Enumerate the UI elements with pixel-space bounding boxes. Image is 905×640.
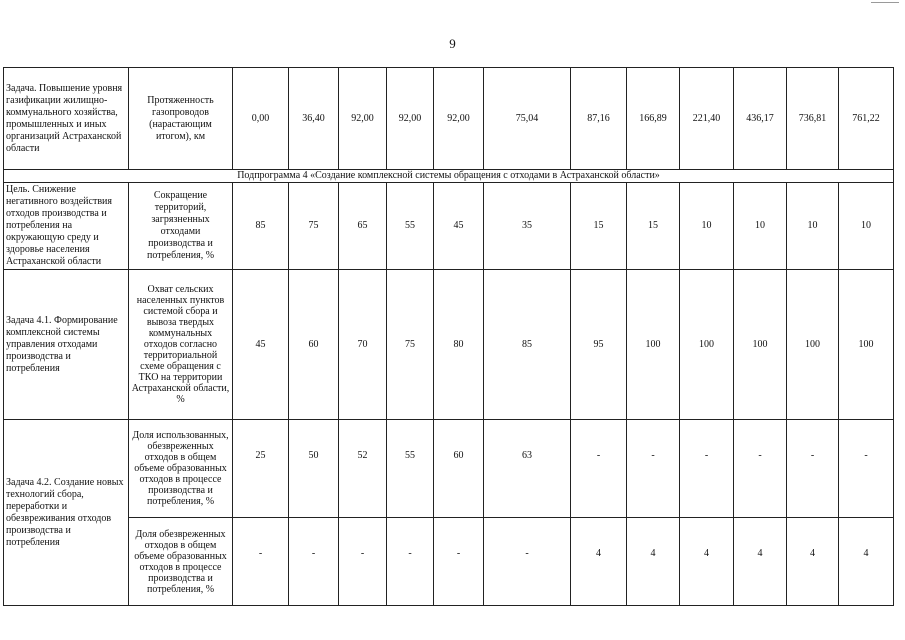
value-cell: - [571, 420, 627, 518]
row-label: Цель. Снижение негативного воздействия отходов производства и потребления на окружающую среду и здоровье населения Астраханской области [4, 183, 129, 270]
value-cell: 35 [484, 183, 571, 270]
indicator-cell: Сокращение территорий, загрязненных отходами производства и потребления, % [129, 183, 233, 270]
value-cell: 55 [387, 420, 434, 518]
value-cell: 100 [839, 270, 894, 420]
value-cell: 15 [571, 183, 627, 270]
value-cell: 80 [434, 270, 484, 420]
value-cell: 4 [839, 518, 894, 606]
value-cell: 100 [787, 270, 839, 420]
value-cell: 70 [339, 270, 387, 420]
value-cell: 761,22 [839, 68, 894, 170]
value-cell: 60 [289, 270, 339, 420]
value-cell: - [839, 420, 894, 518]
value-cell: 4 [680, 518, 734, 606]
value-cell: - [387, 518, 434, 606]
value-cell: 736,81 [787, 68, 839, 170]
value-cell: 221,40 [680, 68, 734, 170]
value-cell: 75 [387, 270, 434, 420]
value-cell: - [434, 518, 484, 606]
value-cell: 65 [339, 183, 387, 270]
value-cell: 436,17 [734, 68, 787, 170]
value-cell: 100 [627, 270, 680, 420]
indicator-cell: Протяженность газопроводов (нарастающим итогом), км [129, 68, 233, 170]
indicator-cell: Охват сельских населенных пунктов системой сбора и вывоза твердых коммунальных отходов согласно территориальной схеме обращения с ТКО на территории Астраханской области, % [129, 270, 233, 420]
table-row-goal [4, 183, 894, 270]
value-cell: 25 [233, 420, 289, 518]
row-label: Задача. Повышение уровня газификации жилищно-коммунального хозяйства, промышленных и иных организаций Астраханской области [4, 68, 129, 170]
value-cell: 10 [787, 183, 839, 270]
subprogram-title: Подпрограмма 4 «Создание комплексной системы обращения с отходами в Астраханской области» [4, 170, 894, 183]
corner-scan-mark [871, 0, 899, 3]
value-cell: 85 [484, 270, 571, 420]
value-cell: 0,00 [233, 68, 289, 170]
value-cell: 4 [571, 518, 627, 606]
indicator-cell: Доля обезвреженных отходов в общем объеме образованных отходов в процессе производства и потребления, % [129, 518, 233, 606]
value-cell: 10 [734, 183, 787, 270]
value-cell: 85 [233, 183, 289, 270]
value-cell: 15 [627, 183, 680, 270]
value-cell: 4 [787, 518, 839, 606]
value-cell: 45 [233, 270, 289, 420]
value-cell: - [289, 518, 339, 606]
value-cell: - [484, 518, 571, 606]
value-cell: 4 [734, 518, 787, 606]
value-cell: 50 [289, 420, 339, 518]
value-cell: 87,16 [571, 68, 627, 170]
value-cell: - [787, 420, 839, 518]
value-cell: 45 [434, 183, 484, 270]
table-row-gasification [4, 68, 894, 170]
value-cell: 100 [680, 270, 734, 420]
value-cell: 4 [627, 518, 680, 606]
value-cell: 63 [484, 420, 571, 518]
subprogram-header-row [4, 170, 894, 183]
value-cell: 100 [734, 270, 787, 420]
value-cell: 75 [289, 183, 339, 270]
value-cell: 75,04 [484, 68, 571, 170]
value-cell: 166,89 [627, 68, 680, 170]
value-cell: 92,00 [434, 68, 484, 170]
value-cell: 52 [339, 420, 387, 518]
value-cell: 10 [680, 183, 734, 270]
table-row-task-4-2-second [4, 518, 894, 606]
table-row-task-4-1 [4, 270, 894, 420]
value-cell: 92,00 [387, 68, 434, 170]
value-cell: - [339, 518, 387, 606]
page-number: 9 [449, 36, 456, 51]
value-cell: 55 [387, 183, 434, 270]
indicators-table [3, 67, 894, 606]
value-cell: - [627, 420, 680, 518]
value-cell: 10 [839, 183, 894, 270]
table-row-task-4-2 [4, 420, 894, 518]
row-label: Задача 4.1. Формирование комплексной системы управления отходами производства и потребления [4, 270, 129, 420]
value-cell: 92,00 [339, 68, 387, 170]
row-label: Задача 4.2. Создание новых технологий сбора, переработки и обезвреживания отходов производства и потребления [4, 420, 129, 606]
value-cell: 60 [434, 420, 484, 518]
value-cell: - [734, 420, 787, 518]
value-cell: - [680, 420, 734, 518]
value-cell: - [233, 518, 289, 606]
value-cell: 36,40 [289, 68, 339, 170]
value-cell: 95 [571, 270, 627, 420]
indicator-cell: Доля использованных, обезвреженных отходов в общем объеме образованных отходов в процессе производства и потребления, % [129, 420, 233, 518]
